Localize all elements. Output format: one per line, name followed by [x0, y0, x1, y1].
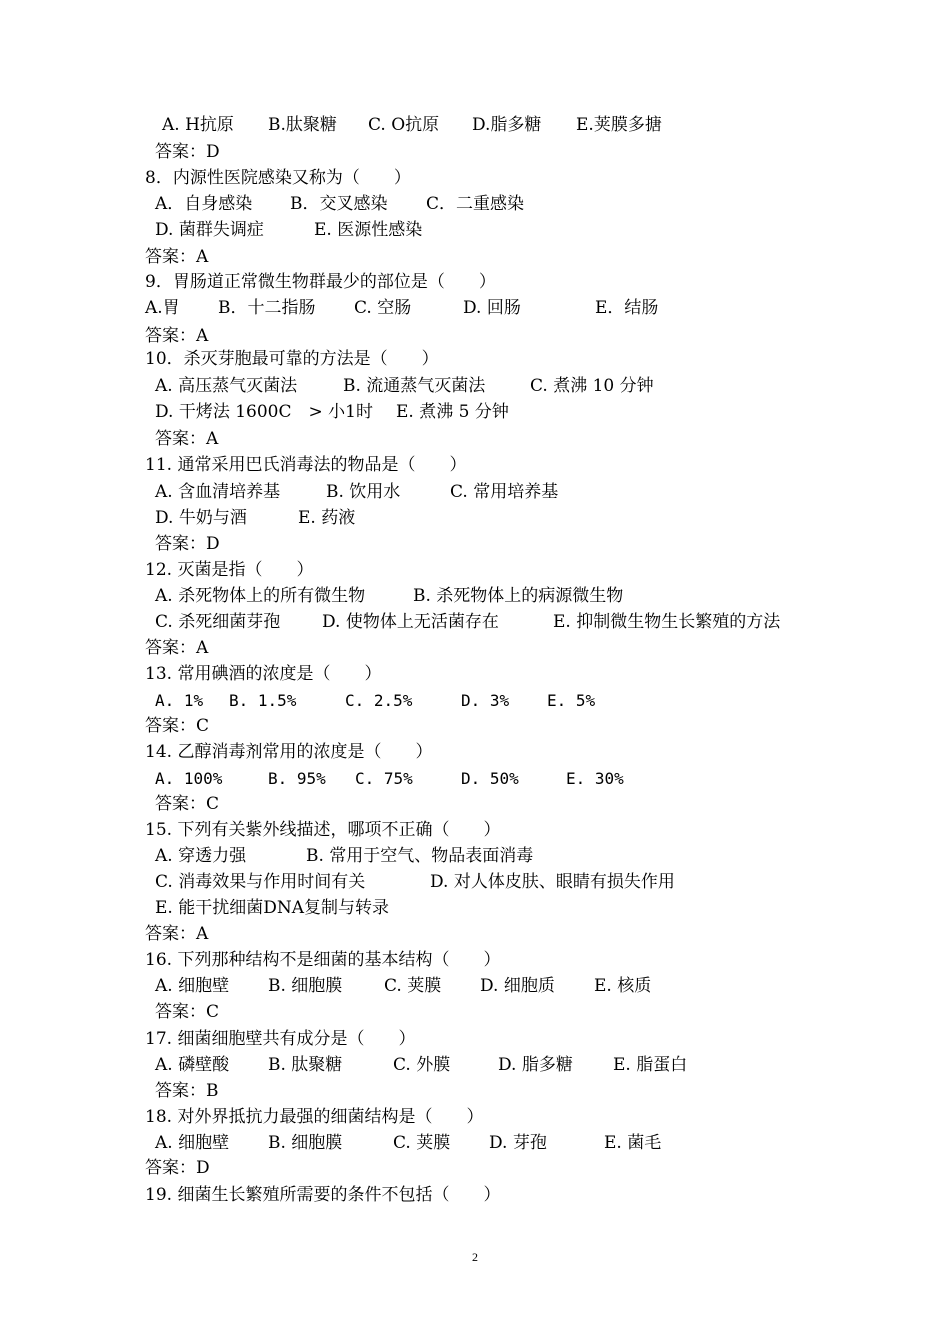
- q10-answer: 答案：A: [155, 429, 219, 449]
- q11-question: 11. 通常采用巴氏消毒法的物品是（ ）: [145, 455, 467, 475]
- q10-options-row2: [0, 401, 509, 423]
- q16-option-e: E. 核质: [594, 976, 652, 996]
- q16-option-d: D. 细胞质: [480, 976, 555, 996]
- q18-option-b: B. 细胞膜: [268, 1133, 343, 1153]
- q17-option-a: A. 磷壁酸: [155, 1055, 230, 1075]
- q13-option-e: E. 5%: [547, 691, 596, 710]
- q7-option-a: A. H抗原: [162, 115, 234, 135]
- q10-option-b: B. 流通蒸气灭菌法: [343, 376, 486, 396]
- q11-option-c: C. 常用培养基: [450, 482, 559, 502]
- q7-answer: 答案：D: [155, 142, 220, 162]
- q18-option-c: C. 荚膜: [393, 1133, 451, 1153]
- q12-question: 12. 灭菌是指（ ）: [145, 560, 314, 580]
- q15-option-a: A. 穿透力强: [155, 846, 247, 866]
- q10-option-a: A. 高压蒸气灭菌法: [155, 376, 298, 396]
- q12-answer: 答案：A: [145, 638, 209, 658]
- q15-options-row1: [0, 845, 534, 867]
- q14-options: [0, 768, 624, 790]
- q15-option-e: E. 能干扰细菌DNA复制与转录: [155, 898, 389, 918]
- q14-option-c: C. 75%: [355, 769, 413, 788]
- q15-option-d: D. 对人体皮肤、眼睛有损失作用: [430, 872, 675, 892]
- q12-option-b: B. 杀死物体上的病源微生物: [413, 586, 624, 606]
- q10-option-d: D. 干烤法 1600C > 小1时: [155, 402, 373, 422]
- q7-option-d: D.脂多糖: [472, 115, 542, 135]
- q10-option-c: C. 煮沸 10 分钟: [530, 376, 654, 396]
- q17-answer: 答案：B: [155, 1081, 219, 1101]
- q8-option-c: C．二重感染: [426, 194, 525, 214]
- q12-options-row1: [0, 585, 624, 607]
- q15-question: 15. 下列有关紫外线描述，哪项不正确（ ）: [145, 820, 501, 840]
- q15-option-c: C. 消毒效果与作用时间有关: [155, 872, 366, 892]
- q12-option-d: D. 使物体上无活菌存在: [322, 612, 499, 632]
- q19-question: 19. 细菌生长繁殖所需要的条件不包括（ ）: [145, 1185, 501, 1205]
- q13-answer: 答案：C: [145, 716, 210, 736]
- q10-option-e: E. 煮沸 5 分钟: [396, 402, 509, 422]
- q9-option-e: E．结肠: [595, 298, 659, 318]
- q14-answer: 答案：C: [155, 794, 220, 814]
- q12-option-e: E. 抑制微生物生长繁殖的方法: [553, 612, 781, 632]
- q17-question: 17. 细菌细胞壁共有成分是（ ）: [145, 1029, 416, 1049]
- q18-option-a: A. 细胞壁: [155, 1133, 230, 1153]
- q8-option-d: D. 菌群失调症: [155, 220, 264, 240]
- q10-question: 10．杀灭芽胞最可靠的方法是（ ）: [145, 349, 439, 369]
- q13-option-c: C. 2.5%: [345, 691, 413, 710]
- q10-options-row1: [0, 375, 654, 397]
- q8-option-b: B．交叉感染: [290, 194, 388, 214]
- q17-option-b: B. 肽聚糖: [268, 1055, 343, 1075]
- q13-option-b: B. 1.5%: [229, 691, 297, 710]
- q9-options: [0, 297, 659, 319]
- q12-option-a: A. 杀死物体上的所有微生物: [155, 586, 366, 606]
- q14-option-e: E. 30%: [566, 769, 624, 788]
- q9-option-d: D. 回肠: [463, 298, 521, 318]
- page-number: 2: [472, 1250, 478, 1264]
- q15-options-row2: [0, 871, 675, 893]
- q9-option-c: C. 空肠: [354, 298, 412, 318]
- q11-options-row1: [0, 481, 559, 503]
- q18-option-e: E. 菌毛: [604, 1133, 662, 1153]
- q9-answer: 答案：A: [145, 326, 209, 346]
- q18-answer: 答案：D: [145, 1158, 210, 1178]
- q13-option-d: D. 3%: [461, 691, 510, 710]
- q18-options: [0, 1132, 662, 1154]
- q11-answer: 答案：D: [155, 534, 220, 554]
- q11-options-row2: [0, 507, 356, 529]
- q7-options: [0, 114, 662, 136]
- q15-answer: 答案：A: [145, 924, 209, 944]
- q11-option-b: B. 饮用水: [326, 482, 401, 502]
- q8-answer: 答案：A: [145, 247, 209, 267]
- q11-option-a: A. 含血清培养基: [155, 482, 281, 502]
- q15-options-row3: [0, 897, 389, 919]
- q7-option-e: E.荚膜多搪: [576, 115, 662, 135]
- q9-question: 9．胃肠道正常微生物群最少的部位是（ ）: [145, 272, 496, 292]
- q14-question: 14. 乙醇消毒剂常用的浓度是（ ）: [145, 742, 433, 762]
- q12-option-c: C. 杀死细菌芽孢: [155, 612, 281, 632]
- q17-options: [0, 1054, 688, 1076]
- q13-options: [0, 690, 596, 712]
- q17-option-e: E. 脂蛋白: [613, 1055, 688, 1075]
- q9-option-b: B．十二指肠: [218, 298, 316, 318]
- q14-option-a: A. 100%: [155, 769, 223, 788]
- q9-option-a: A.胃: [145, 298, 180, 318]
- q18-option-d: D. 芽孢: [489, 1133, 547, 1153]
- q11-option-d: D. 牛奶与酒: [155, 508, 247, 528]
- q15-option-b: B. 常用于空气、物品表面消毒: [306, 846, 534, 866]
- q12-options-row2: [0, 611, 781, 633]
- q16-option-b: B. 细胞膜: [268, 976, 343, 996]
- q14-option-b: B. 95%: [268, 769, 326, 788]
- q17-option-d: D. 脂多糖: [498, 1055, 573, 1075]
- q16-option-a: A. 细胞壁: [155, 976, 230, 996]
- q14-option-d: D. 50%: [461, 769, 519, 788]
- q13-question: 13. 常用碘酒的浓度是（ ）: [145, 664, 382, 684]
- q16-question: 16. 下列那种结构不是细菌的基本结构（ ）: [145, 950, 501, 970]
- q7-option-c: C. O抗原: [368, 115, 440, 135]
- q8-option-e: E. 医源性感染: [314, 220, 423, 240]
- q17-option-c: C. 外膜: [393, 1055, 451, 1075]
- q7-option-b: B.肽聚糖: [268, 115, 337, 135]
- q16-option-c: C. 荚膜: [384, 976, 442, 996]
- q8-options-row1: [0, 193, 525, 215]
- q11-option-e: E. 药液: [298, 508, 356, 528]
- q16-options: [0, 975, 652, 997]
- q18-question: 18. 对外界抵抗力最强的细菌结构是（ ）: [145, 1107, 484, 1127]
- q8-question: 8．内源性医院感染又称为（ ）: [145, 168, 411, 188]
- q16-answer: 答案：C: [155, 1002, 220, 1022]
- q8-options-row2: [0, 219, 423, 241]
- q8-option-a: A．自身感染: [155, 194, 253, 214]
- q13-option-a: A. 1%: [155, 691, 204, 710]
